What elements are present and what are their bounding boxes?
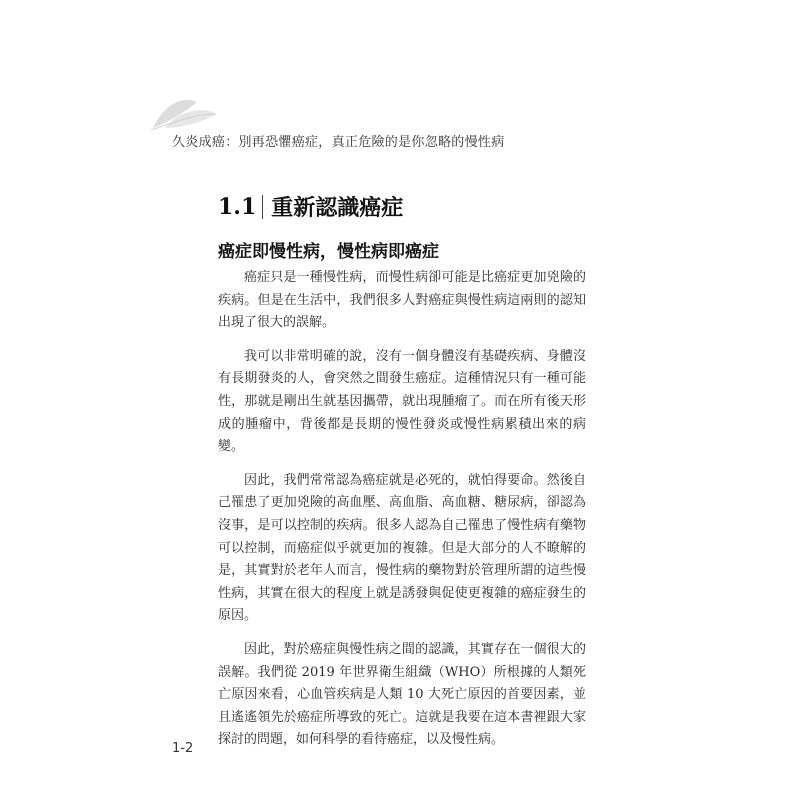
paragraph-4: 因此，對於癌症與慢性病之間的認識，其實存在一個很大的誤解。我們從 2019 年世界衛生組織（WHO）所根據的人類死亡原因來看，心血管疾病是人類 10 大死亡原因的首要因素，並且遙遙領先於癌症所導致的死亡。這就是我要在這本書裡跟大家探討的問題，如何科學的看待癌症，以及慢性病。 bbox=[218, 641, 586, 748]
section-heading bbox=[218, 191, 403, 222]
page-number: 1-2 bbox=[172, 741, 194, 756]
paragraph-1: 癌症只是一種慢性病，而慢性病卻可能是比癌症更加兇險的疾病。但是在生活中，我們很多人對癌症與慢性病這兩則的認知出現了很大的誤解。 bbox=[218, 270, 586, 331]
leaf-ornament-icon bbox=[145, 92, 225, 132]
subheading: 癌症即慢性病，慢性病即癌症 bbox=[218, 242, 439, 262]
running-header: 久炎成癌：別再恐懼癌症，真正危險的是你忽略的慢性病 bbox=[172, 135, 505, 150]
section-title: 重新認識癌症 bbox=[271, 196, 404, 221]
section-divider bbox=[262, 195, 263, 219]
paragraph-3: 因此，我們常常認為癌症就是必死的，就怕得要命。然後自己罹患了更加兇險的高血壓、高血脂、高血糖、糖尿病，卻認為沒事，是可以控制的疾病。很多人認為自己罹患了慢性病有藥物可以控制，而癌症似乎就更加的複雜。但是大部分的人不瞭解的是，其實對於老年人而言，慢性病的藥物對於管理所謂的這些慢性病，其實在很大的程度上就是誘發與促使更複雜的癌症發生的原因。 bbox=[218, 472, 586, 624]
section-number: 1.1 bbox=[218, 193, 257, 220]
paragraph-2: 我可以非常明確的說，沒有一個身體沒有基礎疾病、身體沒有長期發炎的人，會突然之間發生癌症。這種情況只有一種可能性，那就是剛出生就基因攜帶，就出現腫瘤了。而在所有後天形成的腫瘤中，背後都是長期的慢性發炎或慢性病累積出來的病變。 bbox=[218, 348, 586, 455]
body-text bbox=[218, 267, 586, 763]
